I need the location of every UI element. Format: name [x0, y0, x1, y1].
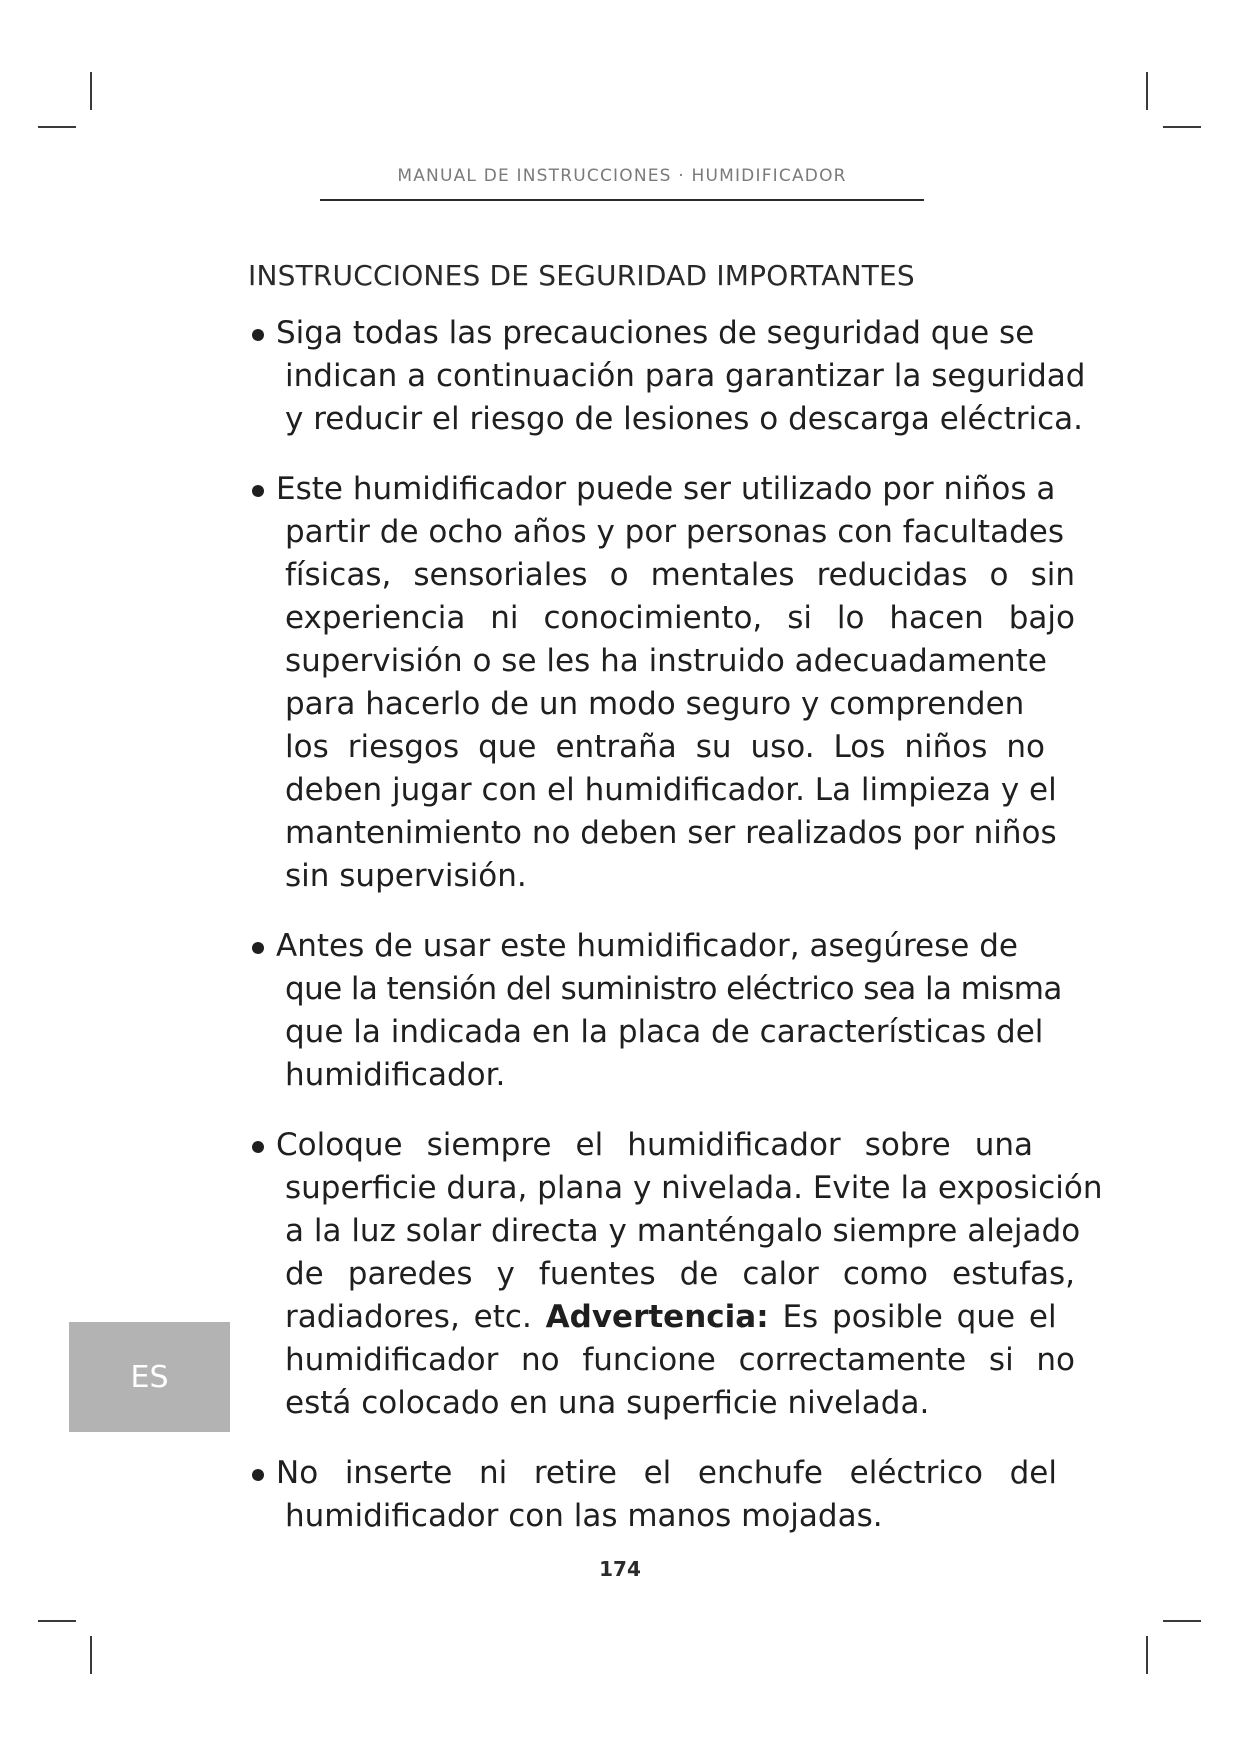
item-line: indican a continuación para garantizar la seguridad [285, 358, 1086, 394]
header-divider [320, 199, 924, 201]
item-line: los riesgos que entraña su uso. Los niños no [285, 729, 1045, 765]
language-tab [69, 1322, 230, 1432]
crop-mark-bottom-left-vertical [90, 1636, 92, 1674]
running-header: MANUAL DE INSTRUCCIONES · HUMIDIFICADOR [397, 166, 847, 186]
item-line: Coloque siempre el humidificador sobre una [276, 1127, 1033, 1163]
crop-mark-bottom-right-horizontal [1163, 1620, 1201, 1622]
page-number: 174 [599, 1557, 641, 1581]
item-line: físicas, sensoriales o mentales reducidas o sin [285, 557, 1075, 593]
item-line: Siga todas las precauciones de seguridad que se [276, 315, 1035, 351]
bullet-icon [252, 942, 264, 954]
item-line: Este humidificador puede ser utilizado por niños a [276, 471, 1056, 507]
crop-mark-top-left-horizontal [38, 126, 76, 128]
item-line: y reducir el riesgo de lesiones o descarga eléctrica. [285, 401, 1083, 437]
item-line: No inserte ni retire el enchufe eléctrico del [276, 1455, 1057, 1491]
item-line: superficie dura, plana y nivelada. Evite la exposición [285, 1170, 1103, 1206]
safety-item-precautions [248, 312, 1108, 441]
crop-mark-top-left-vertical [90, 72, 92, 110]
bullet-icon [252, 329, 264, 341]
safety-instructions-list [248, 312, 1108, 1565]
crop-mark-top-right-horizontal [1163, 126, 1201, 128]
section-title: INSTRUCCIONES DE SEGURIDAD IMPORTANTES [248, 259, 915, 292]
safety-item-voltage [248, 925, 1108, 1097]
item-line: humidificador no funcione correctamente si no [285, 1342, 1075, 1378]
crop-mark-bottom-left-horizontal [38, 1620, 76, 1622]
warning-label: Advertencia: [545, 1299, 769, 1335]
item-line: sin supervisión. [285, 858, 527, 894]
item-line: supervisión o se les ha instruido adecuadamente [285, 643, 1047, 679]
safety-item-placement [248, 1124, 1108, 1425]
item-line: a la luz solar directa y manténgalo siempre alejado [285, 1213, 1081, 1249]
warning-text: Es posible que el [768, 1299, 1057, 1335]
item-line: que la indicada en la placa de características del [285, 1014, 1044, 1050]
item-line: para hacerlo de un modo seguro y comprenden [285, 686, 1025, 722]
item-line: radiadores, etc. [285, 1299, 532, 1335]
item-line: que la tensión del suministro eléctrico sea la misma [285, 971, 1062, 1007]
bullet-icon [252, 1469, 264, 1481]
crop-mark-bottom-right-vertical [1146, 1636, 1148, 1674]
item-line: humidificador con las manos mojadas. [285, 1498, 883, 1534]
item-line: de paredes y fuentes de calor como estufas, [285, 1256, 1075, 1292]
language-tab-label: ES [130, 1359, 169, 1395]
item-line: experiencia ni conocimiento, si lo hacen bajo [285, 600, 1075, 636]
bullet-icon [252, 1141, 264, 1153]
safety-item-plug [248, 1452, 1108, 1538]
crop-mark-top-right-vertical [1146, 72, 1148, 110]
safety-item-children [248, 468, 1108, 898]
item-line: partir de ocho años y por personas con facultades [285, 514, 1064, 550]
item-line: Antes de usar este humidificador, asegúrese de [276, 928, 1018, 964]
item-line: mantenimiento no deben ser realizados por niños [285, 815, 1057, 851]
item-line: está colocado en una superficie nivelada. [285, 1385, 930, 1421]
bullet-icon [252, 485, 264, 497]
item-line: deben jugar con el humidificador. La limpieza y el [285, 772, 1057, 808]
item-line-with-warning [285, 1296, 1108, 1339]
item-line: humidificador. [285, 1057, 506, 1093]
